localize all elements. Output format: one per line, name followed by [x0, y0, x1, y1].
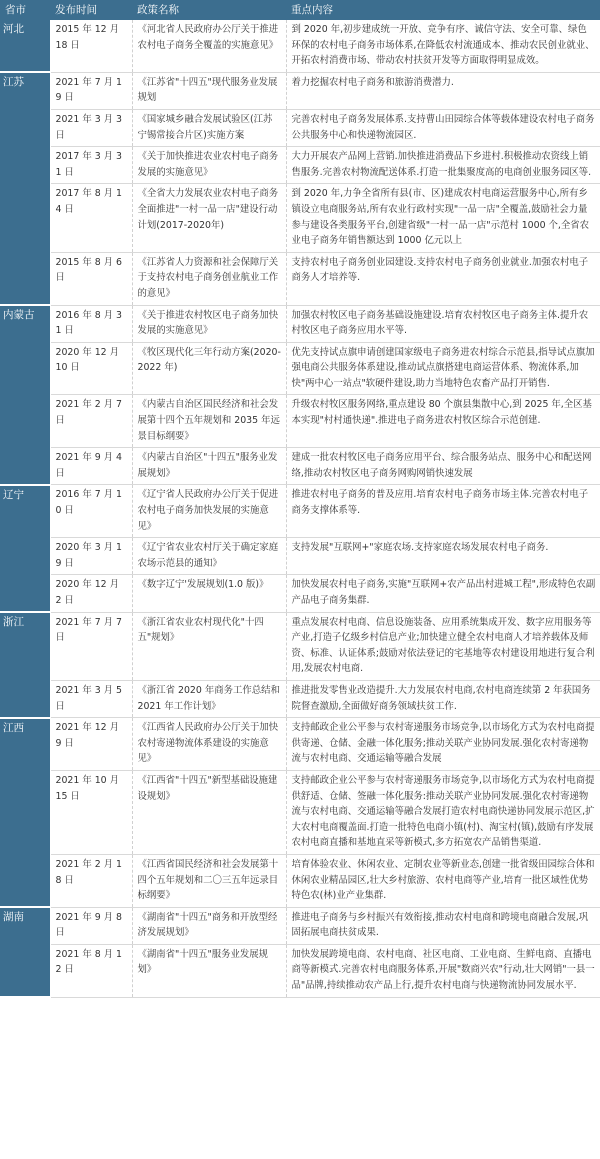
- key-content-cell: 完善农村电子商务发展体系.支持曹山田园综合体等载体建设农村电子商务公共服务中心和快递物流园区.: [286, 109, 600, 146]
- policy-name-cell: 《江苏省"十四五"现代服务业发展规划: [132, 72, 286, 109]
- table-row: [0, 305, 600, 342]
- date-cell: 2020 年 12 月 2 日: [50, 575, 132, 612]
- policy-name-cell: 《辽宁省人民政府办公厅关于促进农村电子商务加快发展的实施意见》: [132, 485, 286, 538]
- policy-name-cell: 《江西省国民经济和社会发展第十四个五年规划和二〇三五年远录目标纲要》: [132, 854, 286, 907]
- table-row: [0, 575, 600, 612]
- policy-name-cell: 《牧区现代化三年行动方案(2020-2022 年): [132, 342, 286, 395]
- date-cell: 2016 年 8 月 31 日: [50, 305, 132, 342]
- policy-name-cell: 《内蒙古自治区国民经济和社会发展第十四个五年规划和 2035 年远景目标纲要》: [132, 395, 286, 448]
- date-cell: 2020 年 3 月 19 日: [50, 538, 132, 575]
- table-row: [0, 342, 600, 395]
- date-cell: 2021 年 8 月 12 日: [50, 944, 132, 997]
- table-row: [0, 395, 600, 448]
- key-content-cell: 着力挖掘农村电子商务和旅游消费潜力.: [286, 72, 600, 109]
- policy-name-cell: 《全省大力发展农业农村电子商务全面推进"一村一品一店"建设行动计划(2017-2020年): [132, 184, 286, 252]
- date-cell: 2016 年 7 月 10 日: [50, 485, 132, 538]
- table-row: [0, 538, 600, 575]
- table-row: [0, 184, 600, 252]
- key-content-cell: 到 2020 年,初步建成统一开放、竞争有序、诚信守法、安全可靠、绿色环保的农村电子商务市场体系,在降低农村流通成本、推动农民创业就业、开拓农村消费市场、带动农村扶贫开发等方面取得明显成效。: [286, 20, 600, 72]
- table-row: [0, 109, 600, 146]
- policy-name-cell: 《关于加快推进农业农村电子商务发展的实施意见》: [132, 147, 286, 184]
- policy-name-cell: 《湖南省"十四五"服务业发展规划》: [132, 944, 286, 997]
- date-cell: 2021 年 2 月 18 日: [50, 854, 132, 907]
- table-row: [0, 854, 600, 907]
- province-cell: 浙江: [0, 612, 50, 718]
- key-content-cell: 加快发展农村电子商务,实施"互联网+农产品出村进城工程",形成特色农副产品电子商务集群.: [286, 575, 600, 612]
- header-content: 重点内容: [286, 0, 600, 20]
- policy-name-cell: 《江苏省人力资源和社会保障厅关于支持农村电子商务创业航业工作的意见》: [132, 252, 286, 305]
- date-cell: 2021 年 7 月 19 日: [50, 72, 132, 109]
- date-cell: 2015 年 8 月 6 日: [50, 252, 132, 305]
- key-content-cell: 支持农村电子商务创业园建设.支持农村电子商务创业就业.加强农村电子商务人才培养等.: [286, 252, 600, 305]
- policy-name-cell: 《湖南省"十四五"商务和开放型经济发展规划》: [132, 907, 286, 944]
- key-content-cell: 到 2020 年,力争全省所有县(市、区)建成农村电商运营服务中心,所有乡镇设立电商服务站,所有农业行政村实现"一品一店"全覆盖,鼓励社会力量参与建设各类服务平台,创建省级"一村一品一店"示范村 1000 个,全省农业电子商务年销售额达到 1000 亿元以上: [286, 184, 600, 252]
- date-cell: 2021 年 7 月 7 日: [50, 612, 132, 680]
- date-cell: 2021 年 12 月 9 日: [50, 718, 132, 771]
- key-content-cell: 加强农村牧区电子商务基础设施建设.培育农村牧区电子商务主体.提升农村牧区电子商务应用水平等.: [286, 305, 600, 342]
- province-cell: 江苏: [0, 72, 50, 305]
- policy-name-cell: 《河北省人民政府办公厅关于推进农村电子商务全覆盖的实施意见》: [132, 20, 286, 72]
- date-cell: 2021 年 3 月 5 日: [50, 680, 132, 717]
- date-cell: 2021 年 3 月 3 日: [50, 109, 132, 146]
- policy-name-cell: 《国家城乡融合发展试验区(江苏宁锡常接合片区)实施方案: [132, 109, 286, 146]
- key-content-cell: 大力开展农产品网上营销.加快推进消费品下乡进村.积极推动农资线上销售服务.完善农村物流配送体系.打造一批集聚度高的电商创业服务园区等.: [286, 147, 600, 184]
- table-row: [0, 448, 600, 485]
- table-row: [0, 252, 600, 305]
- key-content-cell: 支持邮政企业公平参与农村寄递服务市场竞争,以市场化方式为农村电商提供寄递、仓储、金融一体化服务;推动关联产业协同发展.强化农村寄递物流与农村电商、交通运输等融合发展: [286, 718, 600, 771]
- key-content-cell: 重点发展农村电商、信息设施装备、应用系统集成开发、数字应用服务等产业,打造子亿级乡村信息产业;加快建立健全农村电商人才培养载体及师资、标准、认证体系;鼓励对依法登记的宅基地等农村建设用地进行复合利用,发展农村电商.: [286, 612, 600, 680]
- date-cell: 2015 年 12 月 18 日: [50, 20, 132, 72]
- key-content-cell: 升级农村牧区服务网络,重点建设 80 个旗县集散中心,到 2025 年,全区基本实现"村村通快递".推进电子商务进农村牧区综合示范创建.: [286, 395, 600, 448]
- table-row: [0, 680, 600, 717]
- date-cell: 2020 年 12 月 10 日: [50, 342, 132, 395]
- policy-name-cell: 《江西省人民政府办公厅关于加快农村寄递物流体系建设的实施意见》: [132, 718, 286, 771]
- key-content-cell: 推进电子商务与乡村振兴有效衔接,推动农村电商和跨境电商融合发展,巩固拓展电商扶贫成果.: [286, 907, 600, 944]
- table-row: [0, 20, 600, 72]
- province-cell: 湖南: [0, 907, 50, 997]
- policy-name-cell: 《浙江省农业农村现代化"十四五"规划》: [132, 612, 286, 680]
- province-cell: 辽宁: [0, 485, 50, 612]
- date-cell: 2017 年 8 月 14 日: [50, 184, 132, 252]
- province-cell: 内蒙古: [0, 305, 50, 485]
- key-content-cell: 支持邮政企业公平参与农村寄递服务市场竞争,以市场化方式为农村电商提供舒适、仓储、签融一体化服务:推动关联产业协同发展.强化农村寄递物流与农村电商、交通运输等融合发展打造农村电商快递协同发展示范区,扩大农村电商覆盖面.打造一批特色电商小镇(村)、淘宝村(镇),鼓励有序发展农村电商直播和基地直采等新模式,多方拓宽农产品销售渠道.: [286, 770, 600, 854]
- policy-name-cell: 《关于推进农村牧区电子商务加快发展的实施意见》: [132, 305, 286, 342]
- policy-name-cell: 《浙江省 2020 年商务工作总结和 2021 年工作计划》: [132, 680, 286, 717]
- table-row: [0, 770, 600, 854]
- key-content-cell: 推进批发零售业改造提升.大力发展农村电商,农村电商连续第 2 年获国务院督查激励,全面做好商务领域扶贫工作.: [286, 680, 600, 717]
- table-body: [0, 20, 600, 997]
- date-cell: 2021 年 9 月 4 日: [50, 448, 132, 485]
- date-cell: 2021 年 10 月 15 日: [50, 770, 132, 854]
- key-content-cell: 推进农村电子商务的普及应用.培育农村电子商务市场主体.完善农村电子商务支撑体系等.: [286, 485, 600, 538]
- table-row: [0, 147, 600, 184]
- table-row: [0, 944, 600, 997]
- header-province: 省市: [0, 0, 50, 20]
- header-row: [0, 0, 600, 20]
- date-cell: 2021 年 9 月 8 日: [50, 907, 132, 944]
- table-row: [0, 485, 600, 538]
- date-cell: 2017 年 3 月 31 日: [50, 147, 132, 184]
- header-policy: 政策名称: [132, 0, 286, 20]
- header-date: 发布时间: [50, 0, 132, 20]
- province-cell: 江西: [0, 718, 50, 908]
- province-cell: 河北: [0, 20, 50, 72]
- table-row: [0, 718, 600, 771]
- policy-name-cell: 《江西省"十四五"新型基础设施建设规划》: [132, 770, 286, 854]
- key-content-cell: 培育体验农业、休闲农业、定制农业等新业态,创建一批省级田园综合体和休闲农业精品园区,壮大乡村旅游、农村电商等产业,培育一批区域性优势特色农(林)业产业集群.: [286, 854, 600, 907]
- table-row: [0, 72, 600, 109]
- key-content-cell: 加快发展跨境电商、农村电商、社区电商、工业电商、生鲜电商、直播电商等新模式.完善农村电商服务体系,开展"数商兴农"行动,壮大网销"一县一品"品牌,持续推动农产品上行,提升农村电商与快递物流协同发展水平.: [286, 944, 600, 997]
- key-content-cell: 支持发展"互联网+"家庭农场.支持家庭农场发展农村电子商务.: [286, 538, 600, 575]
- key-content-cell: 优先支持试点旗申请创建国家级电子商务进农村综合示范县,指导试点旗加强电商公共服务体系建设,推动试点旗搭建电商运营体系、物流体系,加快"两中心一站点"软硬件建设,助力当地特色农畜产品打开销售.: [286, 342, 600, 395]
- table-row: [0, 907, 600, 944]
- policy-name-cell: 《数字辽宁'发展规划(1.0 版)》: [132, 575, 286, 612]
- date-cell: 2021 年 2 月 7 日: [50, 395, 132, 448]
- policy-name-cell: 《辽宁省农业农村厅关于确定家庭农场示范县的通知》: [132, 538, 286, 575]
- table-row: [0, 612, 600, 680]
- policy-name-cell: 《内蒙古自治区"十四五"服务业发展规划》: [132, 448, 286, 485]
- key-content-cell: 建成一批农村牧区电子商务应用平台、综合服务站点、服务中心和配送网络,推动农村牧区电子商务网购网销快速发展: [286, 448, 600, 485]
